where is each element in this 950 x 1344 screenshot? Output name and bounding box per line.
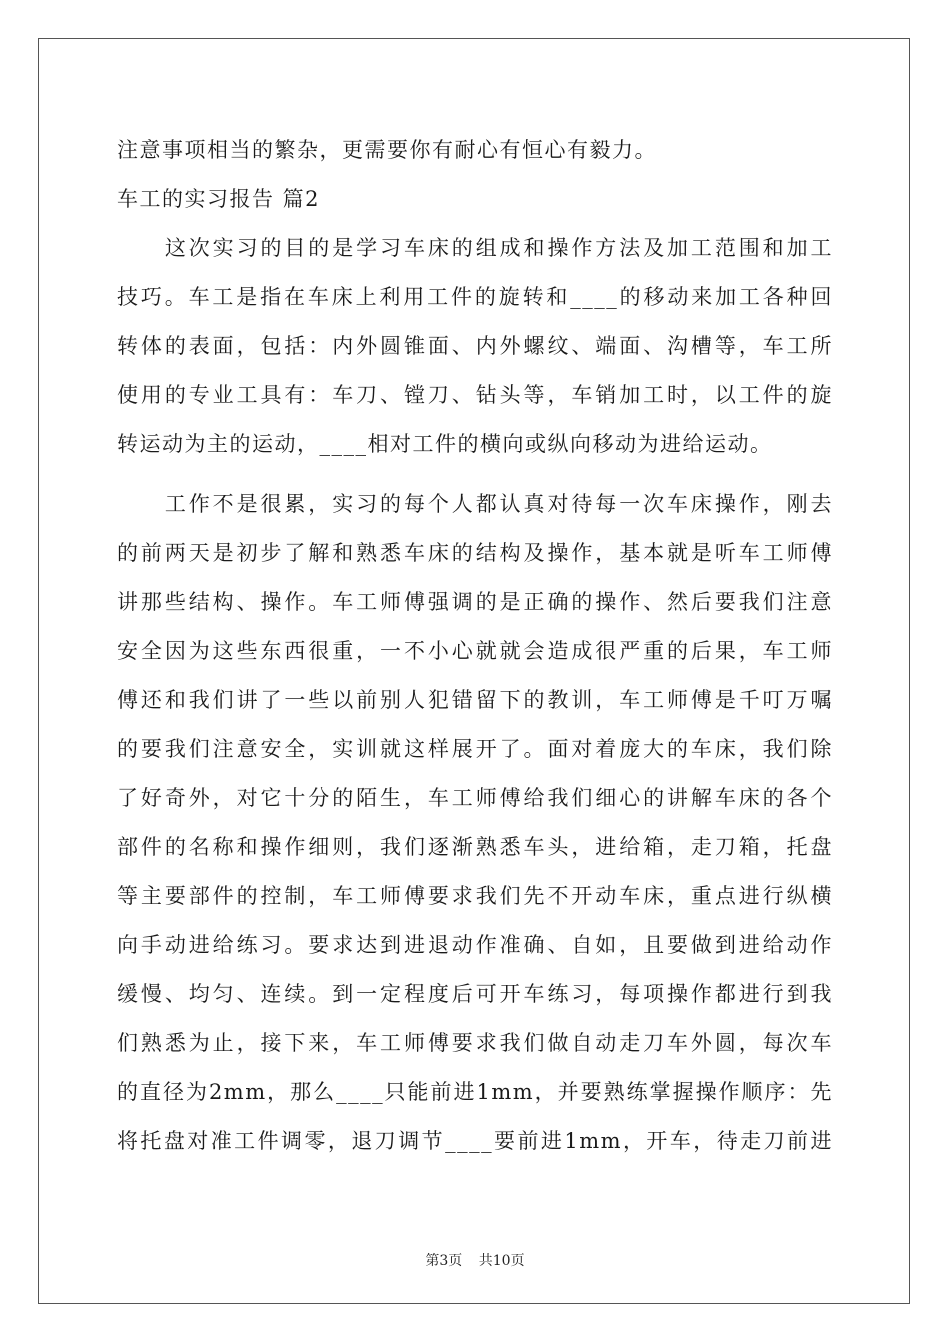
document-body — [117, 126, 833, 1166]
paragraph-line: 傅还和我们讲了一些以前别人犯错留下的教训，车工师傅是千叮万嘱 — [117, 688, 833, 712]
paragraph-line: 安全因为这些东西很重，一不小心就就会造成很严重的后果，车工师 — [117, 639, 833, 663]
section-heading: 车工的实习报告 篇2 — [117, 187, 321, 211]
paragraph-line: 这次实习的目的是学习车床的组成和操作方法及加工范围和加工 — [117, 236, 833, 260]
paragraph-line: 的要我们注意安全，实训就这样展开了。面对着庞大的车床，我们除 — [117, 737, 833, 761]
paragraph-line: 部件的名称和操作细则，我们逐渐熟悉车头，进给箱，走刀箱，托盘 — [117, 835, 833, 859]
paragraph-line: 工作不是很累，实习的每个人都认真对待每一次车床操作，刚去 — [117, 492, 833, 516]
paragraph-line: 们熟悉为止，接下来，车工师傅要求我们做自动走刀车外圆，每次车 — [117, 1031, 833, 1055]
paragraph-line: 转运动为主的运动，____相对工件的横向或纵向移动为进给运动。 — [117, 432, 773, 456]
paragraph-line: 使用的专业工具有：车刀、镗刀、钻头等，车销加工时，以工件的旋 — [117, 383, 833, 407]
paragraph-line: 讲那些结构、操作。车工师傅强调的是正确的操作、然后要我们注意 — [117, 590, 833, 614]
paragraph-line: 转体的表面，包括：内外圆锥面、内外螺纹、端面、沟槽等，车工所 — [117, 334, 833, 358]
paragraph-line: 的直径为2mm，那么____只能前进1mm，并要熟练掌握操作顺序：先 — [117, 1080, 833, 1104]
page-number-total: 共10页 — [478, 1253, 525, 1269]
page-number-current: 第3页 — [425, 1253, 463, 1269]
paragraph-line: 将托盘对准工件调零，退刀调节____要前进1mm，开车，待走刀前进 — [117, 1129, 833, 1153]
paragraph-line: 技巧。车工是指在车床上利用工件的旋转和____的移动来加工各种回 — [117, 285, 833, 309]
paragraph-line: 向手动进给练习。要求达到进退动作准确、自如，且要做到进给动作 — [117, 933, 833, 957]
paragraph-line: 等主要部件的控制，车工师傅要求我们先不开动车床，重点进行纵横 — [117, 884, 833, 908]
text-line: 注意事项相当的繁杂，更需要你有耐心有恒心有毅力。 — [117, 138, 657, 162]
paragraph-line: 的前两天是初步了解和熟悉车床的结构及操作，基本就是听车工师傅 — [117, 541, 833, 565]
paragraph-line: 了好奇外，对它十分的陌生，车工师傅给我们细心的讲解车床的各个 — [117, 786, 833, 810]
page-footer — [0, 1250, 950, 1270]
paragraph-line: 缓慢、均匀、连续。到一定程度后可开车练习，每项操作都进行到我 — [117, 982, 833, 1006]
